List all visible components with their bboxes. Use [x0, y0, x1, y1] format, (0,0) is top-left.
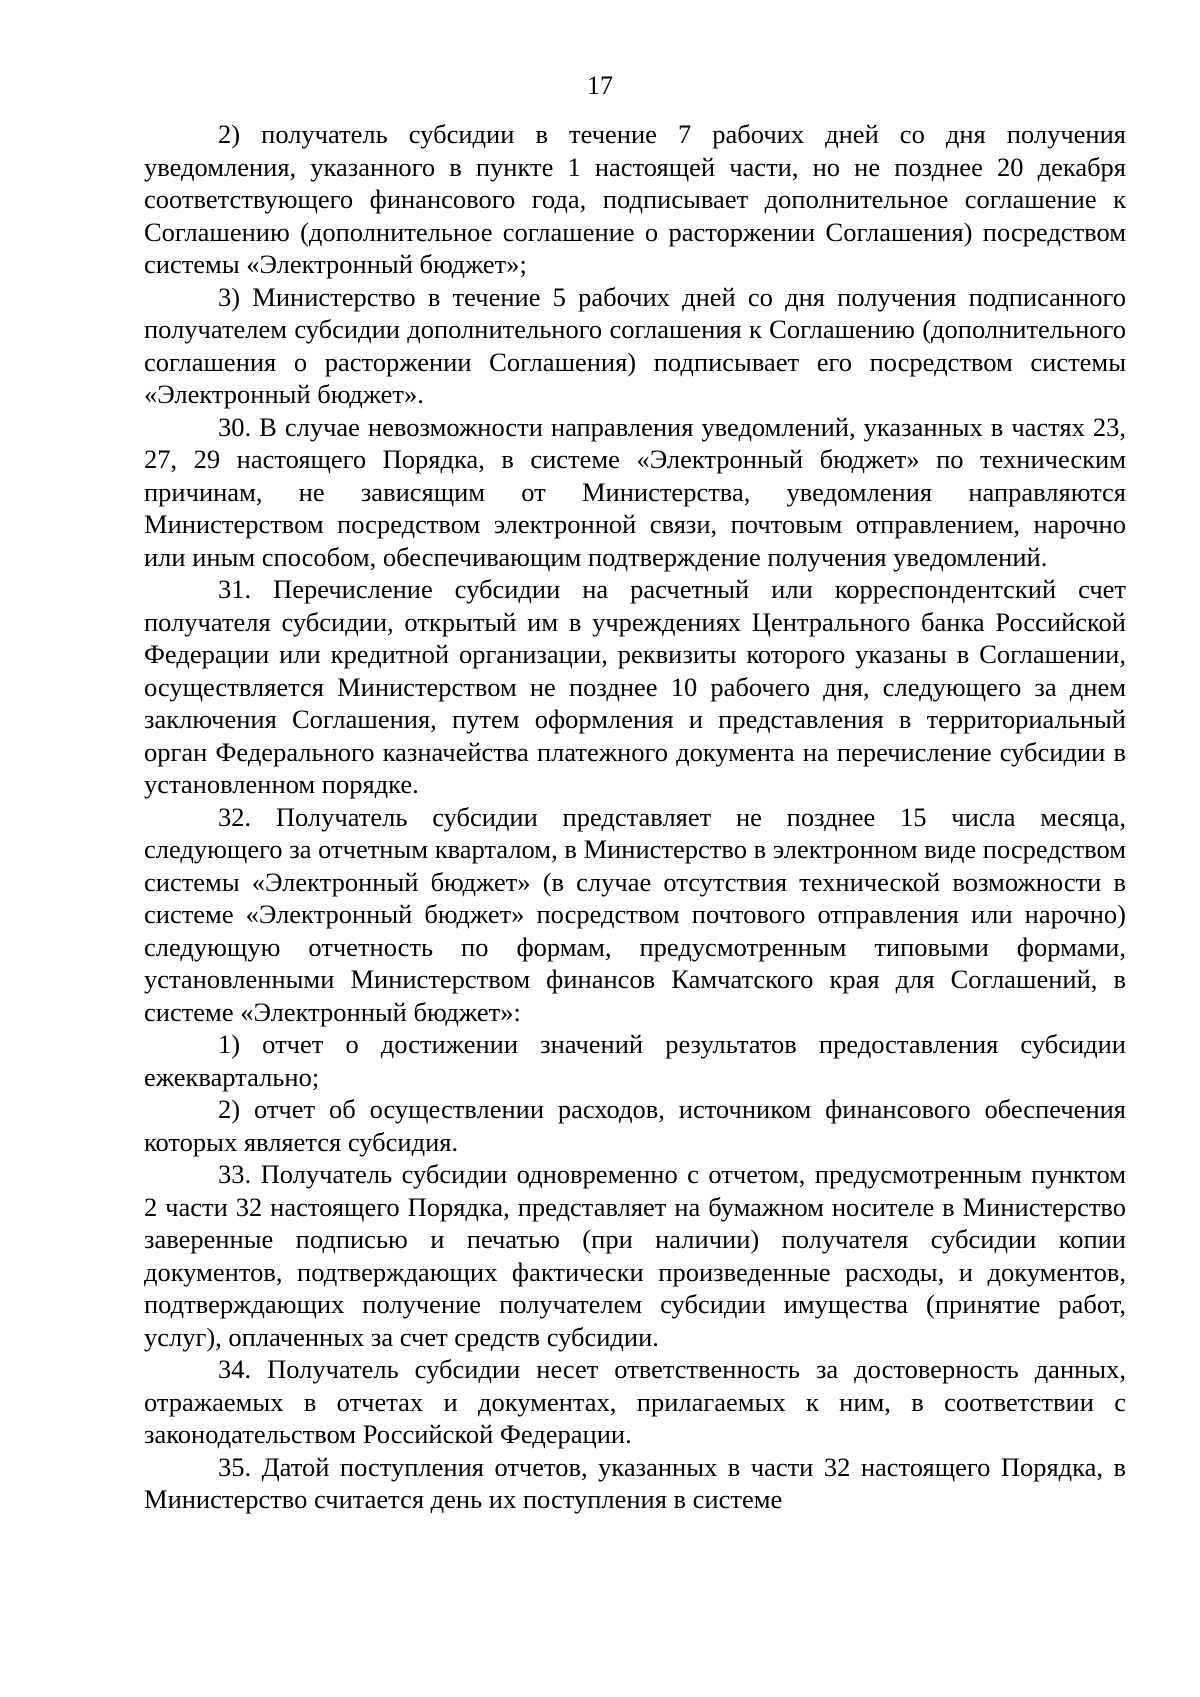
document-body: [144, 118, 1126, 1516]
paragraph-2-recipient-signs: 2) получатель субсидии в течение 7 рабочих дней со дня получения уведомления, указанного в пункте 1 настоящей части, но не позднее 20 декабря соответствующего финансового года, подписывает дополнительное соглашение к Соглашению (дополнительное соглашение о расторжении Соглашения) посредством системы «Электронный бюджет»;: [144, 119, 1126, 279]
page-number: 17: [587, 71, 613, 100]
paragraph-30-notifications: 30. В случае невозможности направления уведомлений, указанных в частях 23, 27, 29 настоящего Порядка, в системе «Электронный бюджет» по техническим причинам, не зависящим от Министерства, уведомления направляются Министерством посредством электронной связи, почтовым отправлением, нарочно или иным способом, обеспечивающим подтверждение получения уведомлений.: [144, 411, 1126, 572]
paragraph-32-item-1: 1) отчет о достижении значений результатов предоставления субсидии ежеквартально;: [144, 1029, 1126, 1092]
paragraph-3-ministry-signs: 3) Министерство в течение 5 рабочих дней со дня получения подписанного получателем субсидии дополнительного соглашения к Соглашению (дополнительного соглашения о расторжении Соглашения) подписывает его посредством системы «Электронный бюджет».: [144, 281, 1126, 409]
paragraph-32-reporting: 32. Получатель субсидии представляет не позднее 15 числа месяца, следующего за отчетным кварталом, в Министерство в электронном виде посредством системы «Электронный бюджет» (в случае отсутствия технической возможности в системе «Электронный бюджет» посредством почтового отправления или нарочно) следующую отчетность по формам, предусмотренным типовыми формами, установленными Министерством финансов Камчатского края для Соглашений, в системе «Электронный бюджет»:: [144, 801, 1126, 1027]
paragraph-33-documents: 33. Получатель субсидии одновременно с отчетом, предусмотренным пунктом 2 части 32 настоящего Порядка, представляет на бумажном носителе в Министерство заверенные подписью и печатью (при наличии) получателя субсидии копии документов, подтверждающих фактически произведенные расходы, и документов, подтверждающих получение получателем субсидии имущества (принятие работ, услуг), оплаченных за счет средств субсидии.: [144, 1159, 1126, 1352]
paragraph-35-receipt-date: 35. Датой поступления отчетов, указанных в части 32 настоящего Порядка, в Министерство считается день их поступления в системе: [144, 1451, 1126, 1514]
paragraph-32-item-2: 2) отчет об осуществлении расходов, источником финансового обеспечения которых является субсидия.: [144, 1094, 1126, 1157]
paragraph-34-responsibility: 34. Получатель субсидии несет ответственность за достоверность данных, отражаемых в отчетах и документах, прилагаемых к ним, в соответствии с законодательством Российской Федерации.: [144, 1354, 1126, 1449]
paragraph-31-transfer: 31. Перечисление субсидии на расчетный или корреспондентский счет получателя субсидии, открытый им в учреждениях Центрального банка Российской Федерации или кредитной организации, реквизиты которого указаны в Соглашении, осуществляется Министерством не позднее 10 рабочего дня, следующего за днем заключения Соглашения, путем оформления и представления в территориальный орган Федерального казначейства платежного документа на перечисление субсидии в установленном порядке.: [144, 574, 1126, 799]
